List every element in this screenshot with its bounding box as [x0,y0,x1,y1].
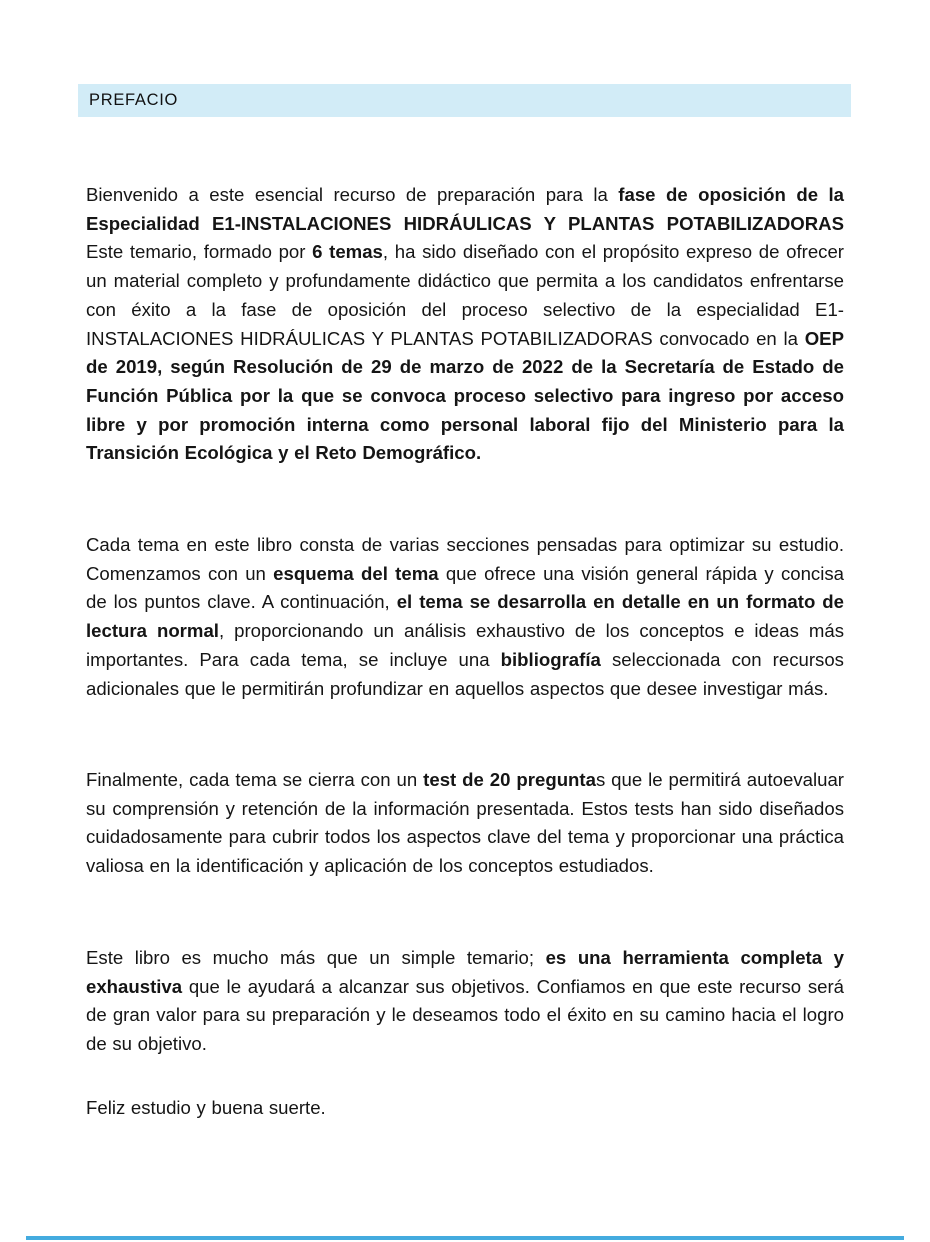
bold-text-run: esquema del tema [273,562,439,584]
text-run: Bienvenido a este esencial recurso de preparación para la [86,184,619,205]
text-run: que ofrece una visión general rápida y concisa de los puntos clave. A continuación, [86,562,844,613]
bottom-page-rule [26,1236,904,1240]
text-run: , proporcionando un análisis exhaustivo de los conceptos e ideas más importantes. Para cada tema, se incluye una [86,620,844,670]
paragraph [86,1094,844,1123]
bold-text-run: el tema se desarrolla en detalle en un formato de lectura normal [86,591,844,642]
paragraph [86,944,844,1059]
bold-text-run: 6 temas [312,241,383,263]
text-run: Finalmente, cada tema se cierra con un [86,769,424,790]
text-run: que le ayudará a alcanzar sus objetivos. Confiamos en que este recurso será de gran valor para su preparación y le deseamos todo el éxito en su camino hacia el logro de su objetivo. [86,975,844,1055]
text-run: Feliz estudio y buena suerte. [86,1097,326,1118]
bold-text-run: bibliografía [500,648,601,670]
text-run: Este libro es mucho más que un simple temario; [86,947,546,968]
text-run: , ha sido diseñado con el propósito expreso de ofrecer un material completo y profundamente didáctico que permita a los candidatos enfrentarse con éxito a la fase de oposición del proceso selectivo de la especialidad E1-INSTALACIONES HIDRÁULICAS Y PLANTAS POTABILIZADORAS convocado en la [86,241,844,349]
section-header-bar [78,84,851,117]
section-title: PREFACIO [89,91,179,109]
bold-text-run: test de 20 pregunta [423,769,596,790]
text-run: seleccionada con recursos adicionales que le permitirán profundizar en aquellos aspectos que desee investigar más. [86,648,844,699]
bold-text-run: OEP de 2019, según Resolución de 29 de marzo de 2022 de la Secretaría de Estado de Función Pública por la que se convoca proceso selectivo para ingreso por acceso libre y por promoción interna como personal laboral fijo del Ministerio para la Transición Ecológica y el Reto Demográfico. [86,327,844,464]
paragraph [86,181,844,468]
bold-text-run: es una herramienta completa y exhaustiva [86,947,844,997]
paragraph [86,766,844,881]
text-run: Cada tema en este libro consta de varias secciones pensadas para optimizar su estudio. Comenzamos con un [86,534,844,584]
text-run: Este temario, formado por [86,241,313,263]
paragraph [86,531,844,703]
text-run: s que le permitirá autoevaluar su comprensión y retención de la información presentada. Estos tests han sido diseñados cuidadosamente para cubrir todos los aspectos clave del tema y proporcionar una práctica valiosa en la identificación y aplicación de los conceptos estudiados. [86,769,844,877]
bold-text-run: fase de oposición de la Especialidad E1-INSTALACIONES HIDRÁULICAS Y PLANTAS POTABILIZADORAS [86,184,844,234]
